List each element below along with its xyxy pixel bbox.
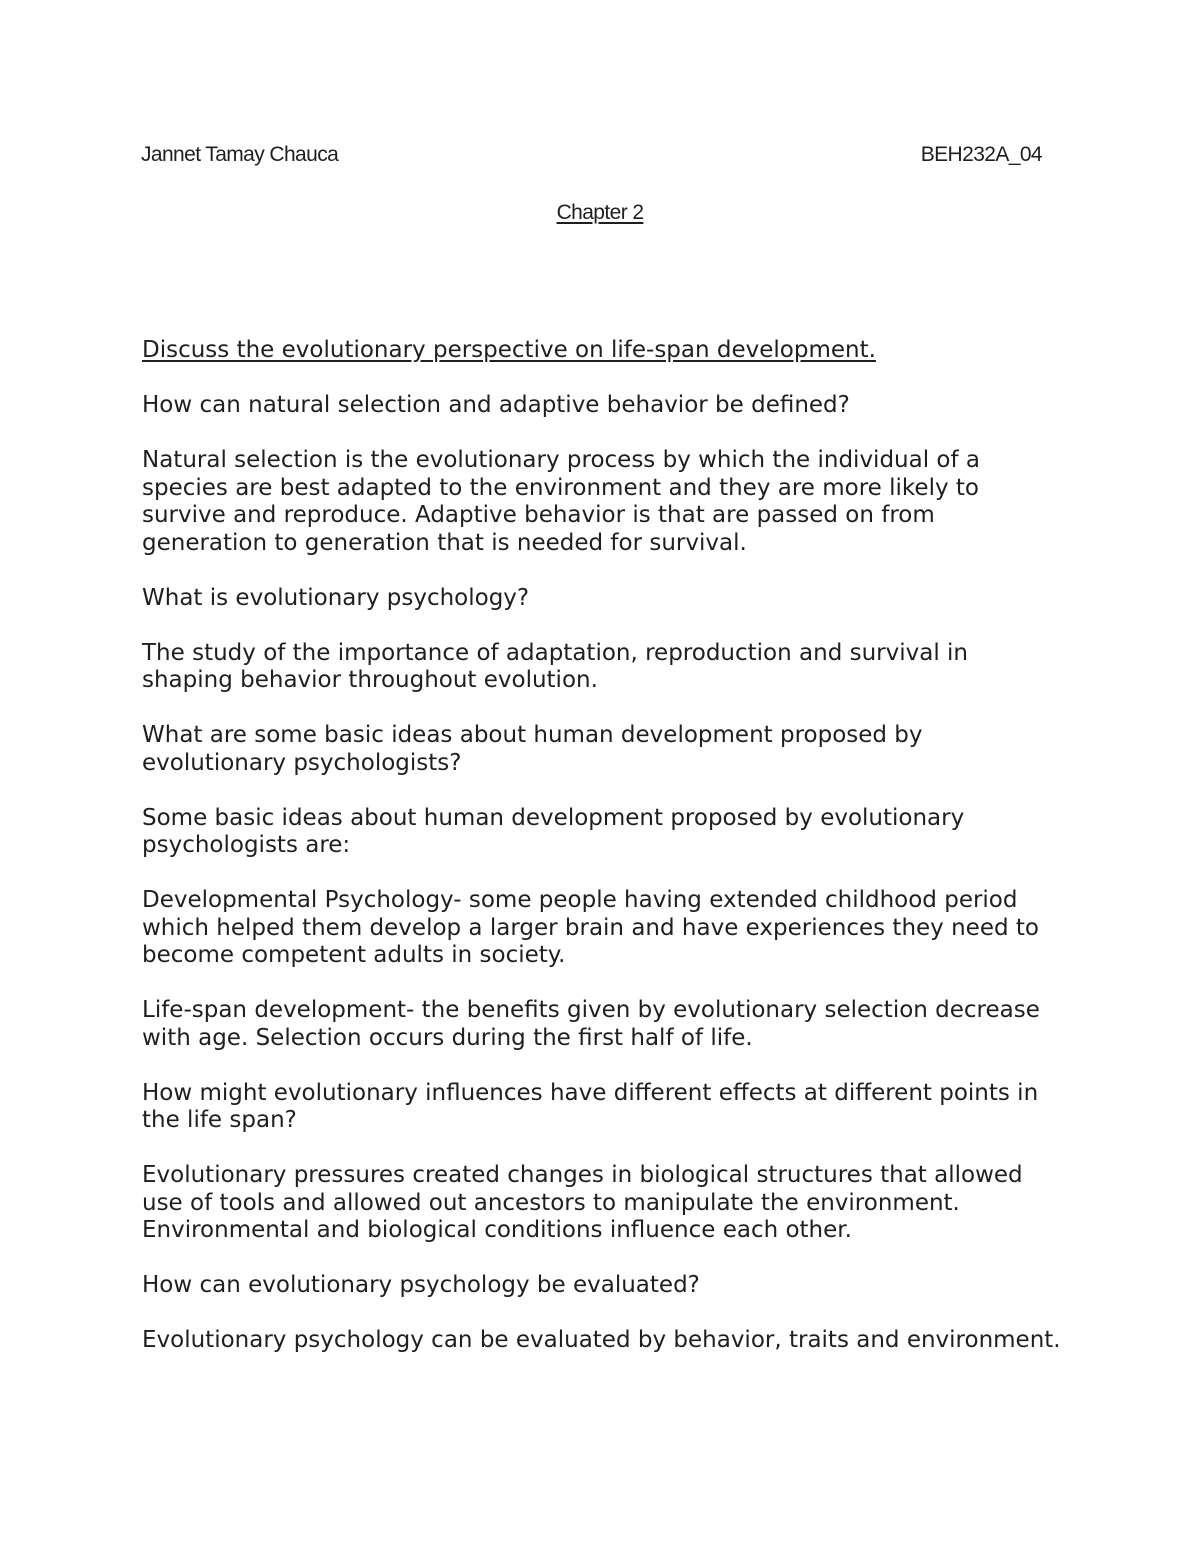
question-different-effects: How might evolutionary influences have different effects at different points in the life span? bbox=[142, 1079, 1039, 1133]
question-basic-ideas: What are some basic ideas about human development proposed by evolutionary psychologists? bbox=[142, 722, 923, 776]
chapter-title-row bbox=[0, 201, 1200, 225]
document-header bbox=[141, 143, 1042, 173]
answer-different-effects: Evolutionary pressures created changes in biological structures that allowed use of tools and allowed out ancestors to manipulate the environment. Environmental and biological conditions influence each other. bbox=[142, 1162, 1023, 1243]
question-natural-selection: How can natural selection and adaptive behavior be defined? bbox=[142, 392, 850, 418]
answer-basic-ideas-intro: Some basic ideas about human development proposed by evolutionary psychologists are: bbox=[142, 804, 965, 858]
answer-natural-selection: Natural selection is the evolutionary process by which the individual of a species are best adapted to the environment and they are more likely to survive and reproduce. Adaptive behavior is that are passed on from generation to generation that is needed for survival. bbox=[142, 447, 980, 556]
answer-evaluation: Evolutionary psychology can be evaluated by behavior, traits and environment. bbox=[142, 1327, 1061, 1353]
answer-developmental-psychology: Developmental Psychology- some people having extended childhood period which helped them develop a larger brain and have experiences they need to become competent adults in society. bbox=[142, 887, 1039, 968]
author-name: Jannet Tamay Chauca bbox=[141, 143, 339, 166]
main-question-text: Discuss the evolutionary perspective on life-span development. bbox=[142, 337, 876, 363]
document-body bbox=[142, 337, 1062, 1382]
chapter-title: Chapter 2 bbox=[556, 201, 644, 224]
question-evaluation: How can evolutionary psychology be evaluated? bbox=[142, 1272, 700, 1298]
course-code: BEH232A_04 bbox=[920, 143, 1042, 166]
answer-life-span-development: Life-span development- the benefits given by evolutionary selection decrease with age. Selection occurs during the first half of life. bbox=[142, 997, 1040, 1051]
main-question bbox=[142, 337, 1062, 365]
answer-evolutionary-psychology: The study of the importance of adaptation, reproduction and survival in shaping behavior throughout evolution. bbox=[142, 639, 968, 693]
question-evolutionary-psychology: What is evolutionary psychology? bbox=[142, 584, 530, 611]
